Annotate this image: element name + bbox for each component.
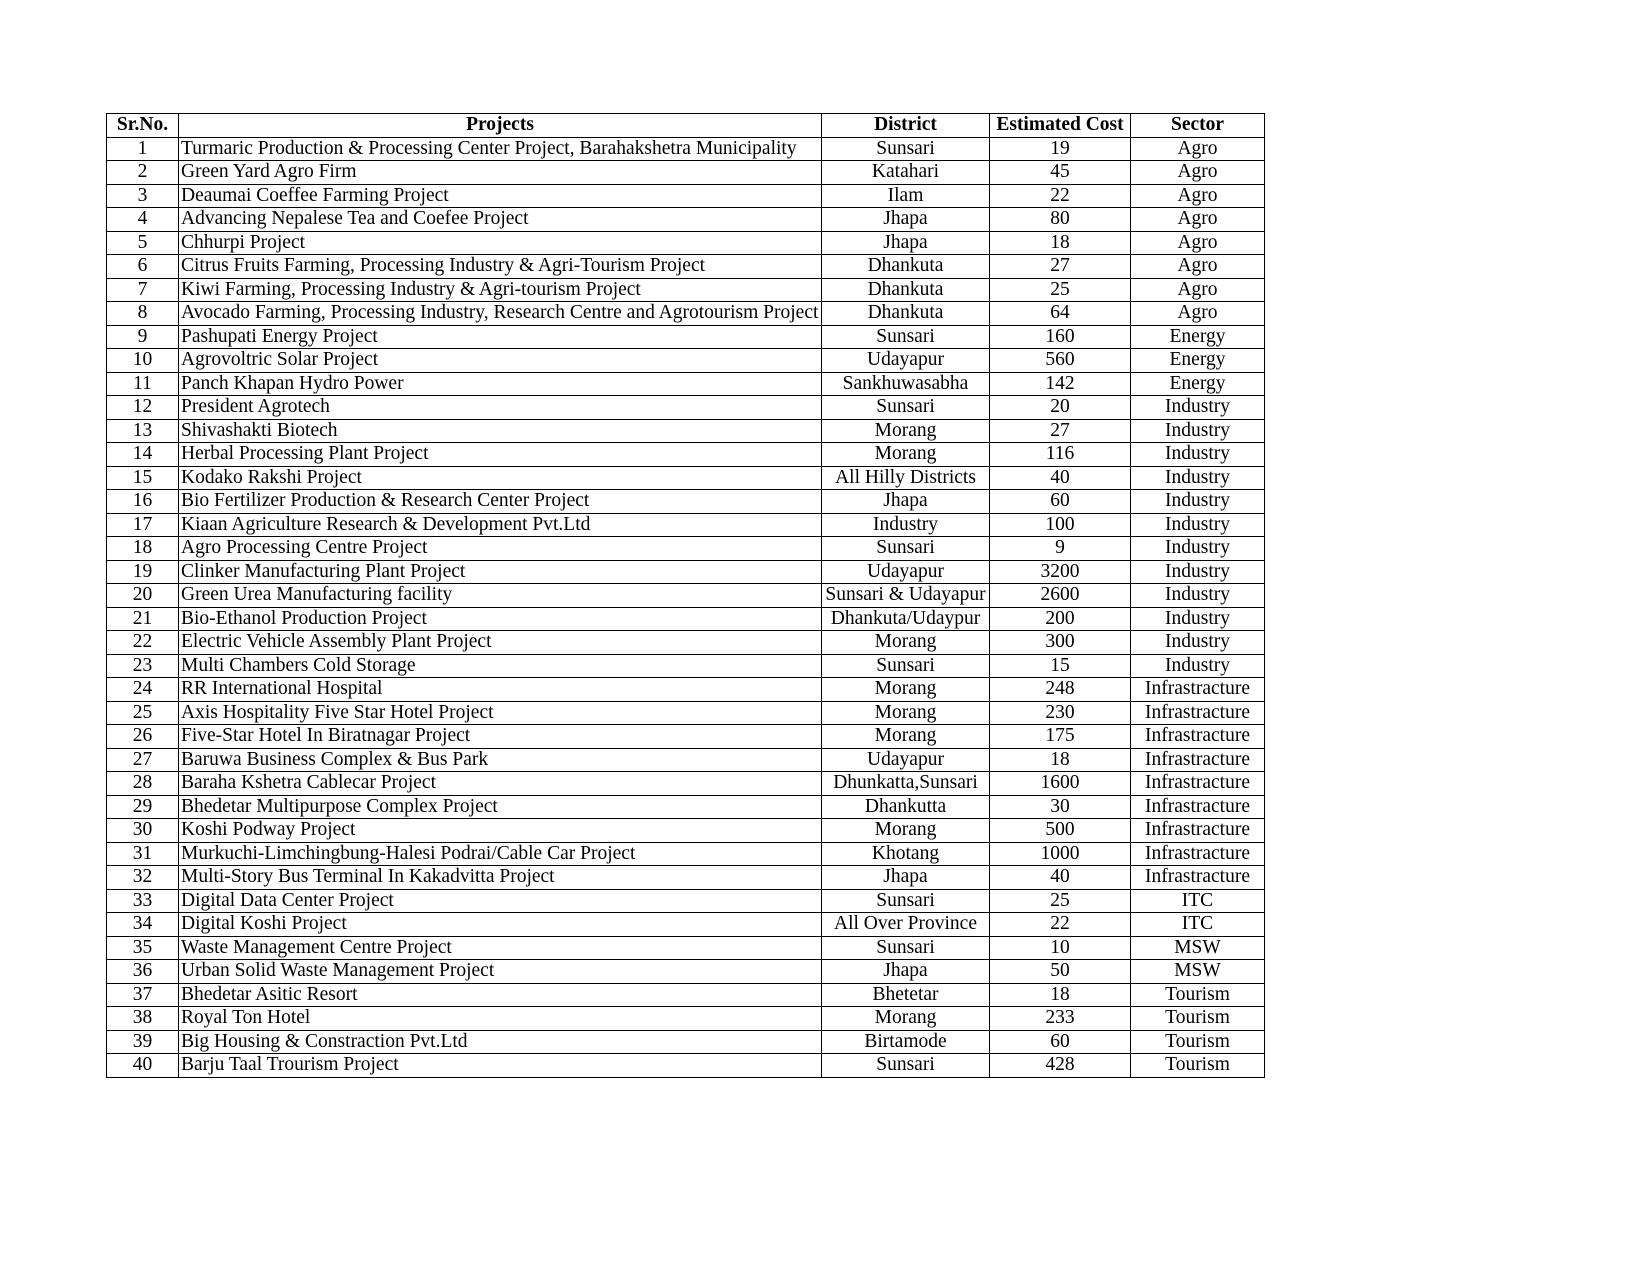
cell-district: All Over Province xyxy=(822,913,990,937)
cell-estimated-cost: 20 xyxy=(990,396,1131,420)
cell-project: Bhedetar Multipurpose Complex Project xyxy=(179,795,822,819)
cell-sr-no: 12 xyxy=(107,396,179,420)
cell-district: Sunsari xyxy=(822,396,990,420)
cell-project: Green Yard Agro Firm xyxy=(179,161,822,185)
cell-sr-no: 4 xyxy=(107,208,179,232)
cell-sr-no: 24 xyxy=(107,678,179,702)
table-row xyxy=(107,983,1265,1007)
cell-district: Morang xyxy=(822,419,990,443)
cell-district: Bhetetar xyxy=(822,983,990,1007)
cell-district: Industry xyxy=(822,513,990,537)
cell-estimated-cost: 500 xyxy=(990,819,1131,843)
cell-estimated-cost: 30 xyxy=(990,795,1131,819)
cell-sr-no: 30 xyxy=(107,819,179,843)
table-row xyxy=(107,372,1265,396)
cell-district: Dhankuta/Udaypur xyxy=(822,607,990,631)
cell-district: Sankhuwasabha xyxy=(822,372,990,396)
header-row xyxy=(107,114,1265,138)
cell-estimated-cost: 1600 xyxy=(990,772,1131,796)
cell-district: Morang xyxy=(822,631,990,655)
cell-project: Kodako Rakshi Project xyxy=(179,466,822,490)
cell-project: Citrus Fruits Farming, Processing Industry & Agri-Tourism Project xyxy=(179,255,822,279)
header-projects: Projects xyxy=(179,114,822,138)
cell-project: Big Housing & Constraction Pvt.Ltd xyxy=(179,1030,822,1054)
table-row xyxy=(107,349,1265,373)
table-row xyxy=(107,748,1265,772)
cell-district: Jhapa xyxy=(822,231,990,255)
table-row xyxy=(107,184,1265,208)
cell-sector: Agro xyxy=(1131,161,1265,185)
cell-sector: Energy xyxy=(1131,349,1265,373)
cell-district: Birtamode xyxy=(822,1030,990,1054)
cell-district: Sunsari xyxy=(822,936,990,960)
cell-district: Sunsari xyxy=(822,1054,990,1078)
table-row xyxy=(107,419,1265,443)
cell-district: Dhankutta xyxy=(822,795,990,819)
cell-estimated-cost: 116 xyxy=(990,443,1131,467)
header-sector: Sector xyxy=(1131,114,1265,138)
cell-sr-no: 16 xyxy=(107,490,179,514)
cell-district: All Hilly Districts xyxy=(822,466,990,490)
table-row xyxy=(107,208,1265,232)
cell-sector: Industry xyxy=(1131,419,1265,443)
cell-district: Ilam xyxy=(822,184,990,208)
header-estimated-cost: Estimated Cost xyxy=(990,114,1131,138)
cell-sector: MSW xyxy=(1131,960,1265,984)
table-row xyxy=(107,490,1265,514)
cell-project: Koshi Podway Project xyxy=(179,819,822,843)
cell-estimated-cost: 40 xyxy=(990,866,1131,890)
table-row xyxy=(107,1030,1265,1054)
cell-sr-no: 22 xyxy=(107,631,179,655)
cell-project: Digital Data Center Project xyxy=(179,889,822,913)
header-district: District xyxy=(822,114,990,138)
cell-sr-no: 20 xyxy=(107,584,179,608)
cell-project: RR International Hospital xyxy=(179,678,822,702)
cell-sector: Industry xyxy=(1131,513,1265,537)
cell-district: Morang xyxy=(822,678,990,702)
cell-sr-no: 33 xyxy=(107,889,179,913)
cell-project: Barju Taal Trourism Project xyxy=(179,1054,822,1078)
cell-estimated-cost: 200 xyxy=(990,607,1131,631)
cell-estimated-cost: 22 xyxy=(990,913,1131,937)
cell-sector: Tourism xyxy=(1131,1007,1265,1031)
table-row xyxy=(107,302,1265,326)
cell-estimated-cost: 18 xyxy=(990,748,1131,772)
cell-estimated-cost: 25 xyxy=(990,278,1131,302)
table-row xyxy=(107,584,1265,608)
cell-project: Bhedetar Asitic Resort xyxy=(179,983,822,1007)
cell-sr-no: 27 xyxy=(107,748,179,772)
cell-estimated-cost: 18 xyxy=(990,231,1131,255)
cell-project: Pashupati Energy Project xyxy=(179,325,822,349)
cell-sector: Tourism xyxy=(1131,983,1265,1007)
cell-district: Jhapa xyxy=(822,208,990,232)
cell-sr-no: 15 xyxy=(107,466,179,490)
cell-project: Bio-Ethanol Production Project xyxy=(179,607,822,631)
cell-district: Dhankuta xyxy=(822,278,990,302)
cell-sector: Energy xyxy=(1131,372,1265,396)
cell-project: Axis Hospitality Five Star Hotel Project xyxy=(179,701,822,725)
cell-sector: Industry xyxy=(1131,631,1265,655)
cell-district: Sunsari xyxy=(822,137,990,161)
cell-sr-no: 6 xyxy=(107,255,179,279)
cell-sector: Infrastracture xyxy=(1131,725,1265,749)
cell-project: Kiwi Farming, Processing Industry & Agri-tourism Project xyxy=(179,278,822,302)
cell-project: Bio Fertilizer Production & Research Center Project xyxy=(179,490,822,514)
cell-project: Agrovoltric Solar Project xyxy=(179,349,822,373)
cell-project: Chhurpi Project xyxy=(179,231,822,255)
cell-estimated-cost: 27 xyxy=(990,419,1131,443)
cell-estimated-cost: 175 xyxy=(990,725,1131,749)
cell-sector: Agro xyxy=(1131,184,1265,208)
cell-district: Morang xyxy=(822,443,990,467)
cell-sector: Infrastracture xyxy=(1131,795,1265,819)
cell-sr-no: 23 xyxy=(107,654,179,678)
table-row xyxy=(107,278,1265,302)
cell-estimated-cost: 15 xyxy=(990,654,1131,678)
cell-sr-no: 29 xyxy=(107,795,179,819)
cell-estimated-cost: 2600 xyxy=(990,584,1131,608)
cell-sr-no: 17 xyxy=(107,513,179,537)
cell-sector: ITC xyxy=(1131,913,1265,937)
cell-estimated-cost: 100 xyxy=(990,513,1131,537)
cell-project: Turmaric Production & Processing Center Project, Barahakshetra Municipality xyxy=(179,137,822,161)
cell-sr-no: 25 xyxy=(107,701,179,725)
cell-estimated-cost: 1000 xyxy=(990,842,1131,866)
cell-sector: Infrastracture xyxy=(1131,701,1265,725)
table-row xyxy=(107,137,1265,161)
cell-sector: Agro xyxy=(1131,278,1265,302)
cell-estimated-cost: 230 xyxy=(990,701,1131,725)
cell-sr-no: 1 xyxy=(107,137,179,161)
cell-sr-no: 38 xyxy=(107,1007,179,1031)
cell-estimated-cost: 9 xyxy=(990,537,1131,561)
table-row xyxy=(107,842,1265,866)
cell-sector: Agro xyxy=(1131,255,1265,279)
cell-sr-no: 21 xyxy=(107,607,179,631)
cell-estimated-cost: 25 xyxy=(990,889,1131,913)
cell-sr-no: 11 xyxy=(107,372,179,396)
cell-project: Royal Ton Hotel xyxy=(179,1007,822,1031)
cell-sector: Infrastracture xyxy=(1131,772,1265,796)
cell-district: Udayapur xyxy=(822,748,990,772)
cell-district: Sunsari xyxy=(822,654,990,678)
cell-estimated-cost: 22 xyxy=(990,184,1131,208)
table-row xyxy=(107,1054,1265,1078)
cell-estimated-cost: 60 xyxy=(990,1030,1131,1054)
cell-estimated-cost: 300 xyxy=(990,631,1131,655)
cell-project: Murkuchi-Limchingbung-Halesi Podrai/Cable Car Project xyxy=(179,842,822,866)
cell-project: Urban Solid Waste Management Project xyxy=(179,960,822,984)
cell-project: Agro Processing Centre Project xyxy=(179,537,822,561)
cell-sr-no: 8 xyxy=(107,302,179,326)
cell-project: Advancing Nepalese Tea and Coefee Project xyxy=(179,208,822,232)
cell-estimated-cost: 60 xyxy=(990,490,1131,514)
cell-project: Waste Management Centre Project xyxy=(179,936,822,960)
cell-district: Dhankuta xyxy=(822,302,990,326)
cell-sector: Infrastracture xyxy=(1131,819,1265,843)
cell-estimated-cost: 40 xyxy=(990,466,1131,490)
table-row xyxy=(107,631,1265,655)
cell-district: Jhapa xyxy=(822,866,990,890)
cell-sector: Tourism xyxy=(1131,1030,1265,1054)
cell-district: Sunsari xyxy=(822,889,990,913)
table-row xyxy=(107,443,1265,467)
table-row xyxy=(107,607,1265,631)
projects-table xyxy=(106,113,1265,1078)
table-row xyxy=(107,936,1265,960)
cell-sr-no: 2 xyxy=(107,161,179,185)
cell-project: Deaumai Coeffee Farming Project xyxy=(179,184,822,208)
cell-project: Clinker Manufacturing Plant Project xyxy=(179,560,822,584)
cell-estimated-cost: 10 xyxy=(990,936,1131,960)
cell-district: Sunsari xyxy=(822,325,990,349)
cell-sector: Infrastracture xyxy=(1131,678,1265,702)
table-row xyxy=(107,161,1265,185)
cell-sr-no: 19 xyxy=(107,560,179,584)
cell-district: Morang xyxy=(822,701,990,725)
table-row xyxy=(107,913,1265,937)
cell-sector: Infrastracture xyxy=(1131,748,1265,772)
cell-sector: Industry xyxy=(1131,537,1265,561)
cell-sr-no: 26 xyxy=(107,725,179,749)
table-row xyxy=(107,772,1265,796)
cell-estimated-cost: 18 xyxy=(990,983,1131,1007)
table-row xyxy=(107,795,1265,819)
cell-sector: MSW xyxy=(1131,936,1265,960)
cell-sector: Agro xyxy=(1131,137,1265,161)
cell-estimated-cost: 19 xyxy=(990,137,1131,161)
table-body xyxy=(107,137,1265,1077)
cell-sector: Industry xyxy=(1131,466,1265,490)
cell-sr-no: 13 xyxy=(107,419,179,443)
cell-sr-no: 37 xyxy=(107,983,179,1007)
cell-estimated-cost: 27 xyxy=(990,255,1131,279)
table-row xyxy=(107,725,1265,749)
cell-sr-no: 39 xyxy=(107,1030,179,1054)
cell-project: Baruwa Business Complex & Bus Park xyxy=(179,748,822,772)
cell-sector: Industry xyxy=(1131,490,1265,514)
table-row xyxy=(107,466,1265,490)
table-row xyxy=(107,513,1265,537)
cell-estimated-cost: 64 xyxy=(990,302,1131,326)
header-sr-no: Sr.No. xyxy=(107,114,179,138)
cell-project: Digital Koshi Project xyxy=(179,913,822,937)
cell-district: Morang xyxy=(822,1007,990,1031)
cell-project: Green Urea Manufacturing facility xyxy=(179,584,822,608)
cell-sr-no: 32 xyxy=(107,866,179,890)
cell-sector: Agro xyxy=(1131,302,1265,326)
table-row xyxy=(107,1007,1265,1031)
cell-district: Sunsari & Udayapur xyxy=(822,584,990,608)
cell-district: Jhapa xyxy=(822,960,990,984)
cell-sector: Industry xyxy=(1131,607,1265,631)
cell-estimated-cost: 142 xyxy=(990,372,1131,396)
cell-estimated-cost: 428 xyxy=(990,1054,1131,1078)
cell-sr-no: 36 xyxy=(107,960,179,984)
cell-sr-no: 18 xyxy=(107,537,179,561)
cell-project: Shivashakti Biotech xyxy=(179,419,822,443)
table-row xyxy=(107,819,1265,843)
cell-sector: Infrastracture xyxy=(1131,866,1265,890)
cell-project: Avocado Farming, Processing Industry, Research Centre and Agrotourism Project xyxy=(179,302,822,326)
cell-district: Katahari xyxy=(822,161,990,185)
cell-sector: Industry xyxy=(1131,654,1265,678)
cell-project: Baraha Kshetra Cablecar Project xyxy=(179,772,822,796)
cell-sr-no: 7 xyxy=(107,278,179,302)
cell-estimated-cost: 233 xyxy=(990,1007,1131,1031)
cell-sr-no: 28 xyxy=(107,772,179,796)
cell-sr-no: 5 xyxy=(107,231,179,255)
table-row xyxy=(107,396,1265,420)
table-row xyxy=(107,255,1265,279)
table-row xyxy=(107,654,1265,678)
cell-district: Dhankuta xyxy=(822,255,990,279)
cell-sector: Industry xyxy=(1131,584,1265,608)
cell-project: Panch Khapan Hydro Power xyxy=(179,372,822,396)
table-row xyxy=(107,701,1265,725)
cell-district: Jhapa xyxy=(822,490,990,514)
table-row xyxy=(107,866,1265,890)
cell-sector: Infrastracture xyxy=(1131,842,1265,866)
cell-district: Morang xyxy=(822,819,990,843)
table-row xyxy=(107,960,1265,984)
cell-sector: ITC xyxy=(1131,889,1265,913)
cell-estimated-cost: 248 xyxy=(990,678,1131,702)
cell-estimated-cost: 3200 xyxy=(990,560,1131,584)
cell-estimated-cost: 45 xyxy=(990,161,1131,185)
table-row xyxy=(107,537,1265,561)
cell-sector: Tourism xyxy=(1131,1054,1265,1078)
table-row xyxy=(107,231,1265,255)
cell-project: Herbal Processing Plant Project xyxy=(179,443,822,467)
cell-sector: Agro xyxy=(1131,208,1265,232)
table-row xyxy=(107,325,1265,349)
cell-sector: Energy xyxy=(1131,325,1265,349)
cell-estimated-cost: 160 xyxy=(990,325,1131,349)
cell-sr-no: 31 xyxy=(107,842,179,866)
cell-project: President Agrotech xyxy=(179,396,822,420)
cell-sr-no: 34 xyxy=(107,913,179,937)
cell-project: Multi-Story Bus Terminal In Kakadvitta Project xyxy=(179,866,822,890)
cell-district: Sunsari xyxy=(822,537,990,561)
cell-sector: Industry xyxy=(1131,443,1265,467)
cell-estimated-cost: 80 xyxy=(990,208,1131,232)
cell-sector: Industry xyxy=(1131,560,1265,584)
cell-sector: Industry xyxy=(1131,396,1265,420)
cell-district: Udayapur xyxy=(822,560,990,584)
cell-sr-no: 40 xyxy=(107,1054,179,1078)
cell-sr-no: 35 xyxy=(107,936,179,960)
cell-sr-no: 9 xyxy=(107,325,179,349)
table-row xyxy=(107,889,1265,913)
cell-estimated-cost: 50 xyxy=(990,960,1131,984)
cell-sr-no: 3 xyxy=(107,184,179,208)
cell-district: Khotang xyxy=(822,842,990,866)
table-row xyxy=(107,560,1265,584)
cell-sr-no: 14 xyxy=(107,443,179,467)
cell-project: Five-Star Hotel In Biratnagar Project xyxy=(179,725,822,749)
cell-sr-no: 10 xyxy=(107,349,179,373)
cell-estimated-cost: 560 xyxy=(990,349,1131,373)
table-row xyxy=(107,678,1265,702)
cell-project: Electric Vehicle Assembly Plant Project xyxy=(179,631,822,655)
cell-sector: Agro xyxy=(1131,231,1265,255)
cell-district: Dhunkatta,Sunsari xyxy=(822,772,990,796)
cell-project: Kiaan Agriculture Research & Development Pvt.Ltd xyxy=(179,513,822,537)
cell-district: Morang xyxy=(822,725,990,749)
cell-project: Multi Chambers Cold Storage xyxy=(179,654,822,678)
cell-district: Udayapur xyxy=(822,349,990,373)
